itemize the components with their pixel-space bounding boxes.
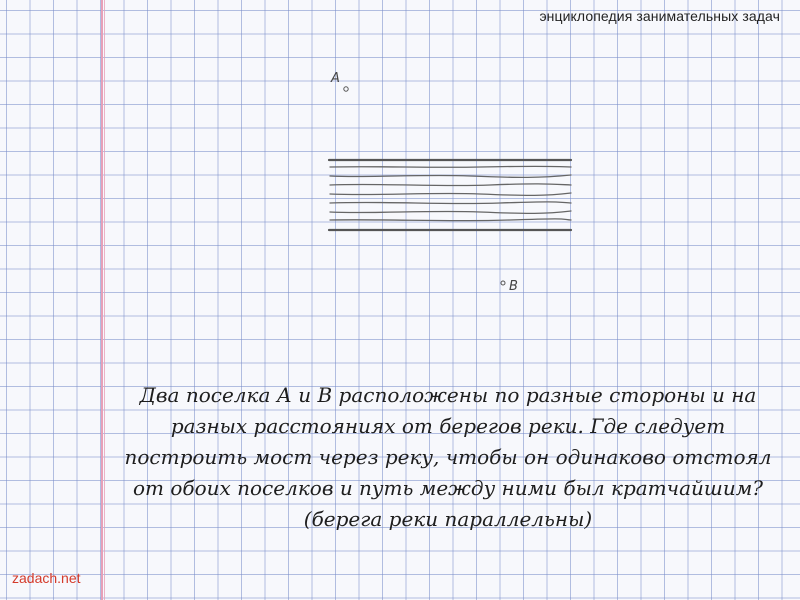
point-a-marker — [344, 87, 348, 91]
notebook-margin-line-secondary — [104, 0, 105, 600]
river-wave-line — [330, 184, 571, 186]
river — [329, 160, 571, 230]
river-wave-line — [330, 175, 571, 177]
river-wave-line — [330, 219, 571, 221]
problem-statement: Два поселка А и В расположены по разные стороны и на разных расстояниях от берегов реки. Где следует построить мост через реку, чтобы он одинаково отстоял от обоих поселков и путь между ними был кратчайшим? (берега реки параллельны) — [124, 383, 772, 531]
header-caption: энциклопедия занимательных задач — [539, 8, 780, 24]
point-b-label: B — [509, 279, 518, 294]
river-wave-line — [330, 166, 571, 167]
river-wave-line — [330, 193, 571, 195]
river-wave-line — [330, 211, 571, 213]
river-wave-line — [330, 202, 571, 204]
point-b-marker — [501, 281, 505, 285]
notebook-margin-line — [101, 0, 103, 600]
point-a-label: A — [331, 71, 340, 86]
site-link[interactable]: zadach.net — [12, 570, 81, 586]
